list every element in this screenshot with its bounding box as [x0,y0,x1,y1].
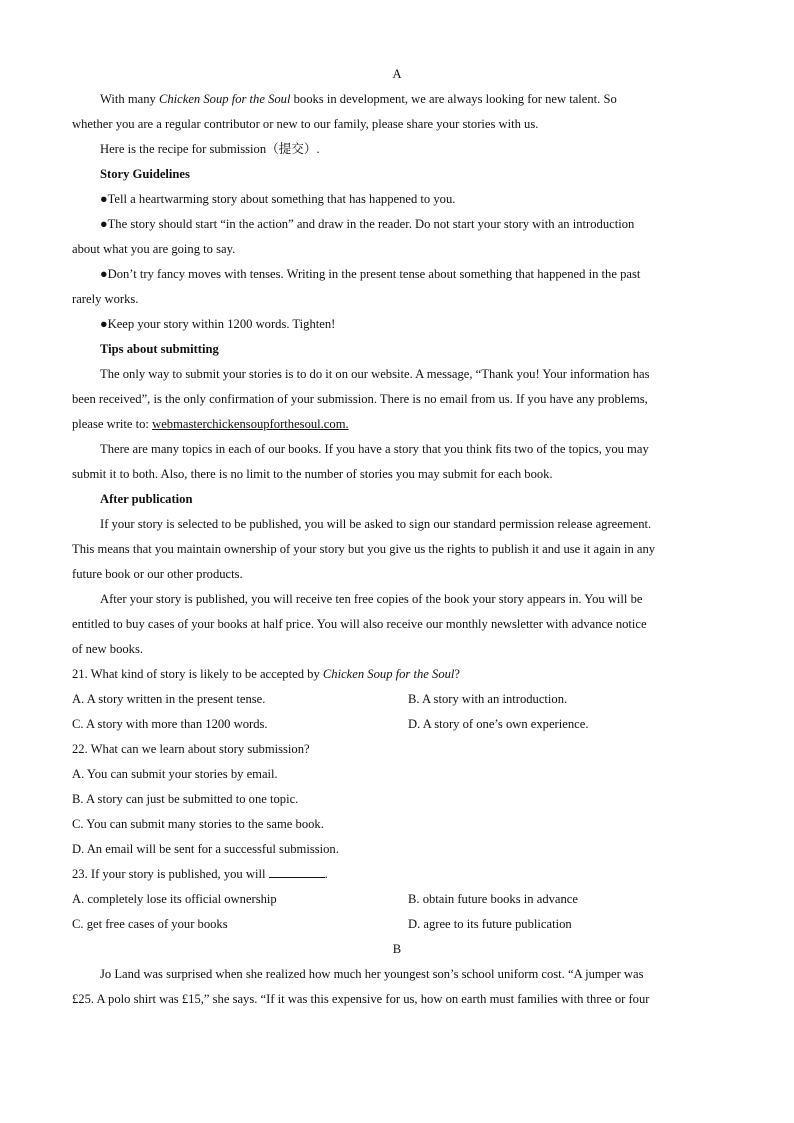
guideline-bullet-4: ●Keep your story within 1200 words. Tighten! [100,317,336,331]
q21-option-c: C. A story with more than 1200 words. [72,717,268,731]
q21-option-a: A. A story written in the present tense. [72,692,266,706]
q22-option-b: B. A story can just be submitted to one topic. [72,792,299,806]
q21-options-row-1 [72,687,722,712]
webmaster-email-link[interactable]: webmasterchickensoupforthesoul.com. [152,417,349,431]
question-21 [72,662,722,687]
intro-text: With many [100,92,159,106]
section-b-p1-line-2: £25. A polo shirt was £15,” she says. “If it was this expensive for us, how on earth must families with three or four [72,992,650,1006]
question-23 [72,862,722,887]
tips-p2-line-1: There are many topics in each of our books. If you have a story that you think fits two of the topics, you may [100,442,649,456]
q21-mark: ? [454,667,460,681]
tips-p1-line-1: The only way to submit your stories is to do it on our website. A message, “Thank you! Your information has [100,367,650,381]
q21-option-d: D. A story of one’s own experience. [408,717,589,731]
intro-line-1 [72,87,722,112]
tips-contact-label: please write to: [72,417,153,431]
after-p2-line-3: of new books. [72,642,144,656]
recipe-line: Here is the recipe for submission（提交）. [100,142,320,156]
section-b-p1-line-1: Jo Land was surprised when she realized how much her youngest son’s school uniform cost. “A jumper was [100,967,644,981]
section-b-label: B [392,942,402,956]
q23-period: . [324,867,328,881]
q23-option-d: D. agree to its future publication [408,917,572,931]
guideline-bullet-3: ●Don’t try fancy moves with tenses. Writing in the present tense about something that happened in the past [100,267,641,281]
q23-option-b: B. obtain future books in advance [408,892,578,906]
after-p1-line-2: This means that you maintain ownership of your story but you give us the rights to publish it and use it again in any [72,542,656,556]
q21-stem: 21. What kind of story is likely to be accepted by [72,667,323,681]
q23-option-a: A. completely lose its official ownership [72,892,277,906]
q23-stem: 23. If your story is published, you will [72,867,269,881]
q22-option-c: C. You can submit many stories to the same book. [72,817,324,831]
after-p2-line-2: entitled to buy cases of your books at half price. You will also receive our monthly newsletter with advance notice [72,617,647,631]
q21-options-row-2 [72,712,722,737]
tips-p2-line-2: submit it to both. Also, there is no limit to the number of stories you may submit for each book. [72,467,553,481]
guideline-bullet-1: ●Tell a heartwarming story about something that has happened to you. [100,192,456,206]
guideline-bullet-2-cont: about what you are going to say. [72,242,236,256]
intro-text-cont: books in development, we are always looking for new talent. So [290,92,617,106]
q22-option-a: A. You can submit your stories by email. [72,767,278,781]
q23-options-row-1 [72,887,722,912]
q21-book-title: Chicken Soup for the Soul [322,667,455,681]
tips-p1-line-2: been received”, is the only confirmation of your submission. There is no email from us. If you have any problems, [72,392,648,406]
book-title: Chicken Soup for the Soul [158,92,291,106]
tips-p1-line-3 [72,412,722,437]
after-p2-line-1: After your story is published, you will receive ten free copies of the book your story appears in. You will be [100,592,643,606]
guideline-bullet-3-cont: rarely works. [72,292,139,306]
after-p1-line-3: future book or our other products. [72,567,243,581]
answer-blank [269,863,325,878]
q23-option-c: C. get free cases of your books [72,917,228,931]
guideline-bullet-2: ●The story should start “in the action” and draw in the reader. Do not start your story with an introduction [100,217,635,231]
document-page [72,62,722,1012]
story-guidelines-heading: Story Guidelines [100,167,190,181]
section-a-label: A [392,67,402,81]
q22-option-d: D. An email will be sent for a successful submission. [72,842,339,856]
after-p1-line-1: If your story is selected to be published, you will be asked to sign our standard permission release agreement. [100,517,652,531]
question-22: 22. What can we learn about story submission? [72,742,310,756]
tips-heading: Tips about submitting [100,342,219,356]
q23-options-row-2 [72,912,722,937]
intro-line-2: whether you are a regular contributor or new to our family, please share your stories with us. [72,117,539,131]
after-publication-heading: After publication [100,492,193,506]
q21-option-b: B. A story with an introduction. [408,692,568,706]
